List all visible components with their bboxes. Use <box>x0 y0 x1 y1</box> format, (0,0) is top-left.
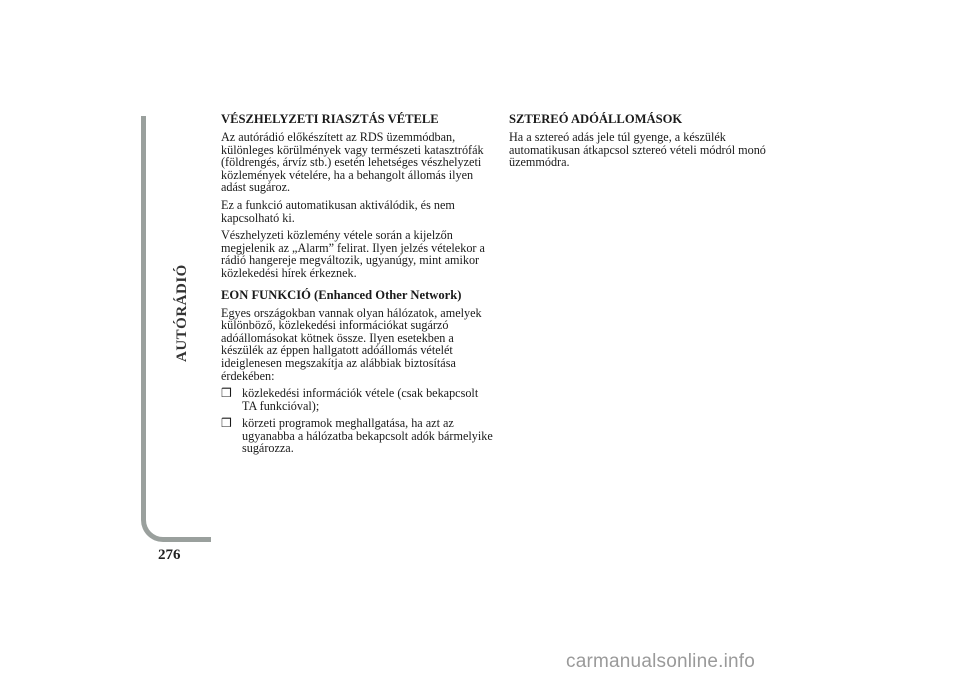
list-item <box>221 417 493 455</box>
paragraph: Vészhelyzeti közlemény vétele során a kijelzőn megjelenik az „Alarm” felirat. Ilyen jelzés vételekor a rádió hangereje megváltozik, ugyanúgy, mint amikor közlekedési hírek érkeznek. <box>221 228 485 280</box>
list-item-text: közlekedési információk vétele (csak bekapcsolt TA funkcióval); <box>242 386 479 413</box>
heading-emergency-alarm: VÉSZHELYZETI RIASZTÁS VÉTELE <box>221 112 439 126</box>
paragraph: Ez a funkció automatikusan aktiválódik, és nem kapcsolható ki. <box>221 197 455 225</box>
list-item-text: körzeti programok meghallgatása, ha azt az ugyanabba a hálózatba bekapcsolt adók bármelyike sugározza. <box>242 416 493 456</box>
checkbox-bullet-icon: ❒ <box>221 416 232 431</box>
site-watermark: carmanualsonline.info <box>566 651 756 672</box>
section-side-title: AUTÓRÁDIÓ <box>174 264 190 362</box>
paragraph: Ha a sztereó adás jele túl gyenge, a készülék automatikusan átkapcsol sztereó vételi módról monó üzemmódra. <box>509 130 766 170</box>
paragraph: Egyes országokban vannak olyan hálózatok, amelyek különböző, közlekedési információkat sugárzó adóállomásokat kötnek össze. Ilyen esetekben a készülék az éppen hallgatott adóállomás vételét ideiglenesen megszakítja az alábbiak biztosítása érdekében: <box>221 305 482 383</box>
paragraph: Az autórádió előkészített az RDS üzemmódban, különleges körülmények vagy természeti katasztrófák (földrengés, árvíz stb.) esetén lehetséges vészhelyzeti közlemények vételére, ha a behangolt állomás ilyen adást sugároz. <box>221 130 484 195</box>
right-column <box>509 112 785 174</box>
list-item <box>221 387 493 412</box>
left-column <box>221 112 493 460</box>
checkbox-bullet-icon: ❒ <box>221 386 232 401</box>
heading-stereo-stations: SZTEREÓ ADÓÁLLOMÁSOK <box>509 112 683 126</box>
page-number: 276 <box>158 547 181 563</box>
heading-eon-function: EON FUNKCIÓ (Enhanced Other Network) <box>221 287 462 302</box>
